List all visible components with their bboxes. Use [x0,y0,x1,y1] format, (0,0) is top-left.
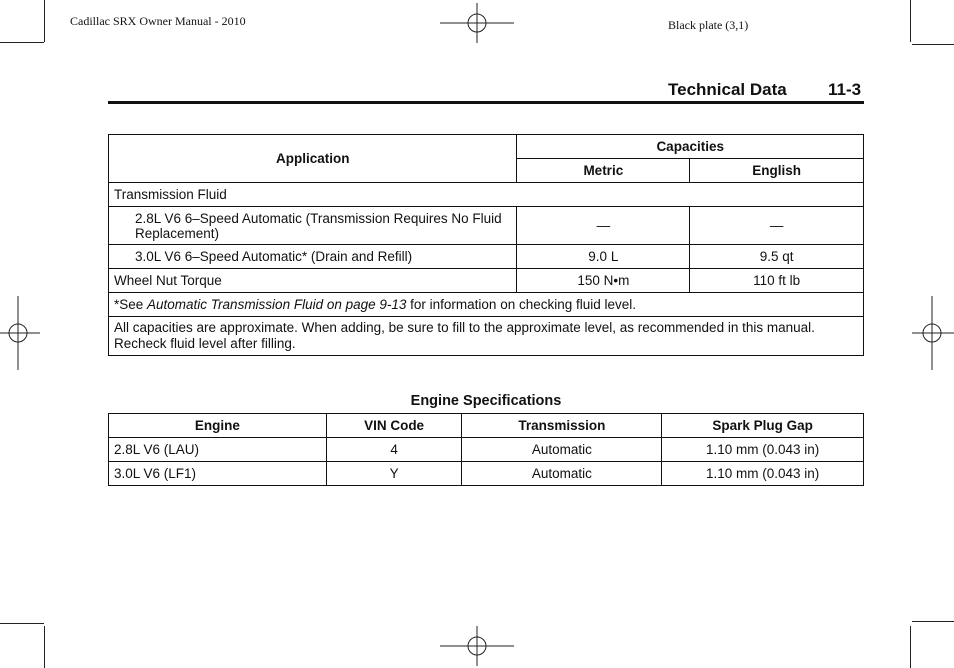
crop-mark [912,44,954,45]
registration-mark-left [0,296,40,370]
footnote-link[interactable]: Automatic Transmission Fluid on page 9-13 [147,297,407,312]
column-header-transmission: Transmission [462,414,662,438]
metric-cell: 150 N•m [517,269,690,293]
note-row: All capacities are approximate. When adding, be sure to fill to the approximate level, as recommended in this manual. Recheck fluid level after filling. [109,317,864,356]
table-row [109,207,864,245]
engine-specs-table [108,413,864,486]
crop-mark [912,621,954,622]
table-row [109,245,864,269]
english-cell: 110 ft lb [690,269,864,293]
spark-plug-gap-cell: 1.10 mm (0.043 in) [662,438,864,462]
column-header-vin-code: VIN Code [326,414,462,438]
engine-cell: 3.0L V6 (LF1) [109,462,327,486]
transmission-cell: Automatic [462,462,662,486]
crop-mark [910,0,911,42]
column-header-english: English [690,159,864,183]
manual-title: Cadillac SRX Owner Manual - 2010 [70,14,246,28]
engine-specs-title: Engine Specifications [410,393,562,409]
application-cell: Wheel Nut Torque [109,269,517,293]
transmission-cell: Automatic [462,438,662,462]
crop-mark [0,42,44,43]
section-title: Technical Data [668,80,787,99]
header-rule [108,101,864,104]
metric-cell: 9.0 L [517,245,690,269]
engine-cell: 2.8L V6 (LAU) [109,438,327,462]
column-header-spark-plug-gap: Spark Plug Gap [662,414,864,438]
crop-mark [44,0,45,42]
capacities-table [108,134,864,356]
group-row-transmission: Transmission Fluid [109,183,864,207]
footnote-prefix: *See [114,297,148,312]
footnote-row [109,293,864,317]
table-row [109,462,864,486]
english-cell: 9.5 qt [690,245,864,269]
column-header-metric: Metric [517,159,690,183]
page-number: 11-3 [828,80,862,99]
table-row [109,269,864,293]
vin-code-cell: 4 [326,438,462,462]
application-cell: 2.8L V6 6–Speed Automatic (Transmission Requires No Fluid Replacement) [109,207,517,245]
application-cell: 3.0L V6 6–Speed Automatic* (Drain and Refill) [109,245,517,269]
footnote-suffix: for information on checking fluid level. [406,297,637,312]
crop-mark [910,626,911,668]
column-header-capacities: Capacities [517,135,864,159]
crop-mark [44,626,45,668]
plate-label: Black plate (3,1) [668,18,749,32]
english-cell: — [690,207,864,245]
spark-plug-gap-cell: 1.10 mm (0.043 in) [662,462,864,486]
table-row [109,438,864,462]
registration-mark-top [440,3,514,43]
registration-mark-bottom [440,626,514,666]
metric-cell: — [517,207,690,245]
registration-mark-right [912,296,954,370]
column-header-application: Application [109,135,517,183]
vin-code-cell: Y [326,462,462,486]
column-header-engine: Engine [109,414,327,438]
crop-mark [0,623,44,624]
